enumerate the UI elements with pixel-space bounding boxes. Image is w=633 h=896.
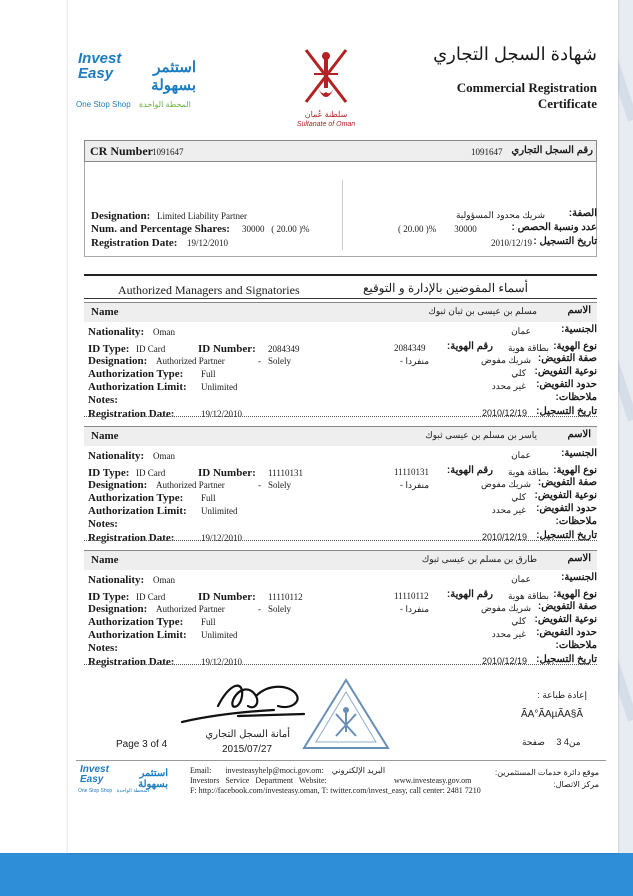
notes-label: Notes: [88, 394, 118, 406]
auth-type-ar-value: كلي [511, 492, 526, 502]
id-number-label-ar: رقم الهوية: [446, 465, 493, 476]
nationality-value: Oman [153, 575, 175, 585]
cr-number-value-ar: 1091647 [471, 147, 503, 157]
designation-ar-label: صفة التفويض: [537, 353, 597, 364]
invest-easy-logo [76, 50, 196, 112]
id-number-label: ID Number: [198, 591, 256, 603]
social-row[interactable]: F: http://facebook.com/investeasy.oman, T: twitter.com/invest_easy, call center: 2481 7210 [190, 786, 481, 795]
id-number-label: ID Number: [198, 467, 256, 479]
id-type-ar-label: نوع الهوية: [553, 589, 597, 600]
id-number-label-ar: رقم الهوية: [446, 341, 493, 352]
reg-date-ar-label: تاريخ التسجيل: [536, 406, 597, 417]
id-type-ar-value: بطاقة هوية [508, 343, 549, 353]
id-type-ar-label: نوع الهوية: [553, 341, 597, 352]
id-type-ar-value: بطاقة هوية [508, 591, 549, 601]
solely-value-ar: - منفردا [400, 356, 430, 366]
cr-number-label: CR Number [90, 144, 153, 158]
logo-tagline [76, 100, 191, 109]
triangle-seal-icon [300, 676, 392, 754]
site-label-ar: موقع دائرة خدمات المستثمرين: [494, 768, 599, 777]
footer-date: 2015/07/27 [222, 744, 273, 755]
company-reg-value-ar: 2010/12/19 [491, 238, 533, 248]
title-english-line1: Commercial Registration [456, 80, 597, 95]
notes-ar-label: ملاحظات: [555, 640, 597, 651]
designation-dash: - [258, 604, 261, 614]
notes-rule [84, 664, 597, 665]
designation-ar-label: صفة التفويض: [537, 601, 597, 612]
name-label-ar: الاسم [567, 305, 591, 316]
reg-date-value: 19/12/2010 [201, 409, 243, 419]
notes-rule [84, 416, 597, 417]
section-top-rule [84, 274, 597, 276]
solely-value: Solely [268, 356, 292, 366]
auth-type-label: Authorization Type: [88, 616, 184, 628]
notes-ar-label: ملاحظات: [555, 392, 597, 403]
oman-emblem [296, 44, 356, 134]
company-reg-label: Registration Date: [91, 237, 178, 249]
name-label-ar: الاسم [567, 429, 591, 440]
company-designation-label-ar: الصفة: [568, 208, 597, 219]
reg-date-label: Registration Date: [88, 532, 175, 544]
khanjar-emblem-icon [296, 44, 356, 110]
company-designation-value: Limited Liability Partner [157, 211, 247, 221]
nationality-label: Nationality: [88, 574, 145, 586]
notes-label: Notes: [88, 518, 118, 530]
signatory-block [0, 426, 633, 550]
reg-date-label: Registration Date: [88, 408, 175, 420]
logo-easy-text: Easy [78, 65, 114, 82]
logo-arabic-text: استثمر بسهولة [151, 59, 196, 94]
contact-email-row [190, 766, 385, 775]
nationality-label: Nationality: [88, 326, 145, 338]
id-type-label: ID Type: [88, 591, 130, 603]
section-bottom-rule [84, 298, 597, 299]
footer-page-ar [512, 737, 581, 748]
auth-limit-ar-label: حدود التفويض: [536, 379, 597, 390]
id-number-value: 11110112 [268, 592, 303, 602]
name-label-ar: الاسم [567, 553, 591, 564]
auth-limit-ar-value: غير محدد [491, 629, 526, 639]
cr-number-value: 1091647 [152, 147, 184, 157]
signature-icon [178, 676, 308, 728]
footer-logo [78, 764, 168, 798]
title-english-line2: Certificate [537, 96, 597, 111]
designation-label: Designation: [88, 355, 148, 367]
name-value-ar: طارق بن مسلم بن عيسى ثبوك [421, 554, 537, 564]
auth-type-ar-value: كلي [511, 616, 526, 626]
footer-logo-arabic: استثمر بسهولة [138, 768, 168, 790]
designation-ar-label: صفة التفويض: [537, 477, 597, 488]
notes-ar-label: ملاحظات: [555, 516, 597, 527]
handwritten-signature [178, 676, 308, 728]
footer-logo-tagline-ar: المحطة الواحدة [116, 788, 150, 794]
footer-page-ar-num: 3 [556, 737, 562, 747]
email-label-ar: البريد الإلكتروني [331, 766, 386, 775]
solely-value-ar: - منفردا [400, 604, 430, 614]
signatory-block [0, 550, 633, 674]
nationality-ar-label: الجنسية: [561, 448, 597, 459]
id-number-value-ar: 11110131 [394, 467, 429, 477]
designation-value: Authorized Partner [156, 356, 225, 366]
reg-date-value: 19/12/2010 [201, 657, 243, 667]
company-shares-value-ar: ( 20.00 )% 30000 [398, 224, 477, 234]
auth-type-label: Authorization Type: [88, 492, 184, 504]
designation-label: Designation: [88, 603, 148, 615]
company-designation-label: Designation: [91, 210, 151, 222]
footer-reprint-ar: إعادة طباعة : [537, 690, 587, 700]
notes-label: Notes: [88, 642, 118, 654]
auth-type-ar-label: نوعية التفويض: [534, 614, 597, 625]
footer-logo-invest: Invest [80, 764, 109, 775]
logo-tagline-en: One Stop Shop [76, 100, 131, 109]
nationality-ar-value: عمان [511, 450, 531, 460]
nationality-ar-label: الجنسية: [561, 324, 597, 335]
name-label: Name [91, 306, 119, 318]
reg-date-label: Registration Date: [88, 656, 175, 668]
auth-limit-label: Authorization Limit: [88, 505, 187, 517]
auth-type-ar-value: كلي [511, 368, 526, 378]
id-type-label: ID Type: [88, 467, 130, 479]
name-label: Name [91, 554, 119, 566]
company-reg-label-ar: تاريخ التسجيل : [533, 236, 597, 247]
reg-date-ar-value: 2010/12/19 [482, 408, 528, 418]
id-number-label-ar: رقم الهوية: [446, 589, 493, 600]
auth-limit-value: Unlimited [201, 506, 238, 516]
official-seal [300, 676, 392, 754]
nationality-value: Oman [153, 451, 175, 461]
nationality-ar-value: عمان [511, 574, 531, 584]
cr-number-label-ar: رقم السجل التجاري [511, 145, 593, 156]
solely-value-ar: - منفردا [400, 480, 430, 490]
footer-page-ar-of: من4 [563, 737, 581, 747]
designation-dash: - [258, 356, 261, 366]
nationality-ar-label: الجنسية: [561, 572, 597, 583]
footer-rule [76, 760, 606, 761]
auth-type-value: Full [201, 493, 216, 503]
auth-type-value: Full [201, 369, 216, 379]
auth-limit-label: Authorization Limit: [88, 629, 187, 641]
designation-label: Designation: [88, 479, 148, 491]
auth-limit-label: Authorization Limit: [88, 381, 187, 393]
auth-type-ar-label: نوعية التفويض: [534, 490, 597, 501]
name-label: Name [91, 430, 119, 442]
designation-ar-value: شريك مفوض [480, 603, 531, 613]
id-number-label: ID Number: [198, 343, 256, 355]
id-number-value-ar: 2084349 [394, 343, 426, 353]
id-number-value-ar: 11110112 [394, 591, 429, 601]
company-designation-value-ar: شريك محدود المسؤولية [455, 210, 545, 220]
footer-logo-tagline [78, 788, 149, 794]
nationality-value: Oman [153, 327, 175, 337]
reg-date-ar-label: تاريخ التسجيل: [536, 530, 597, 541]
auth-type-label: Authorization Type: [88, 368, 184, 380]
nationality-ar-value: عمان [511, 326, 531, 336]
bottom-blue-band [0, 853, 633, 896]
name-value-ar: ياسر بن مسلم بن عيسى ثبوك [425, 430, 537, 440]
auth-limit-ar-label: حدود التفويض: [536, 503, 597, 514]
emblem-caption: Sultanate of Oman [296, 121, 356, 128]
footer-logo-tagline-en: One Stop Shop [78, 788, 113, 794]
call-label-ar: مركز الاتصال: [553, 780, 599, 789]
id-type-ar-value: بطاقة هوية [508, 467, 549, 477]
reg-date-ar-value: 2010/12/19 [482, 656, 528, 666]
auth-type-value: Full [201, 617, 216, 627]
auth-limit-ar-value: غير محدد [491, 381, 526, 391]
company-reg-value: 19/12/2010 [187, 238, 229, 248]
nationality-label: Nationality: [88, 450, 145, 462]
logo-invest-text: Invest [78, 50, 122, 67]
id-number-value: 2084349 [268, 344, 300, 354]
reg-date-ar-value: 2010/12/19 [482, 532, 528, 542]
footer-registry-ar: أمانة السجل التجاري [205, 729, 290, 740]
auth-type-ar-label: نوعية التفويض: [534, 366, 597, 377]
section-title: Authorized Managers and Signatories [118, 283, 300, 297]
designation-value: Authorized Partner [156, 480, 225, 490]
id-type-label: ID Type: [88, 343, 130, 355]
id-type-value: ID Card [136, 344, 166, 354]
designation-value: Authorized Partner [156, 604, 225, 614]
solely-value: Solely [268, 604, 292, 614]
designation-ar-value: شريك مفوض [480, 479, 531, 489]
auth-limit-ar-label: حدود التفويض: [536, 627, 597, 638]
auth-limit-ar-value: غير محدد [491, 505, 526, 515]
company-shares-label: Num. and Percentage Shares: [91, 223, 230, 235]
notes-rule [84, 540, 597, 541]
footer-reprint-code: ÃA°ÃAµÃA§Ã [521, 709, 584, 720]
company-shares-label-ar: عدد ونسبة الحصص : [511, 222, 597, 233]
id-number-value: 11110131 [268, 468, 303, 478]
emblem-caption-ar: سلطنة عُمان [304, 110, 348, 119]
auth-limit-value: Unlimited [201, 382, 238, 392]
signatory-block [0, 302, 633, 426]
reg-date-value: 19/12/2010 [201, 533, 243, 543]
site-label: Investors Service Department Website: [190, 776, 327, 785]
id-type-value: ID Card [136, 592, 166, 602]
company-shares-value: 30000 ( 20.00 )% [242, 224, 310, 234]
company-box-divider [342, 180, 343, 250]
footer-page: Page 3 of 4 [116, 739, 168, 750]
auth-limit-value: Unlimited [201, 630, 238, 640]
solely-value: Solely [268, 480, 292, 490]
reg-date-ar-label: تاريخ التسجيل: [536, 654, 597, 665]
title-arabic: شهادة السجل التجاري [433, 44, 597, 64]
site-value[interactable]: www.investeasy.gov.om [394, 776, 472, 785]
id-type-value: ID Card [136, 468, 166, 478]
footer-logo-easy: Easy [80, 774, 104, 785]
designation-dash: - [258, 480, 261, 490]
email-value[interactable]: investeasyhelp@moci.gov.om: [225, 766, 324, 775]
logo-tagline-ar: المحطة الواحدة [138, 100, 191, 109]
designation-ar-value: شريك مفوض [480, 355, 531, 365]
name-value-ar: مسلم بن عيسى بن ثبان ثبوك [428, 306, 537, 316]
section-title-ar: أسماء المفوضين بالإدارة و التوقيع [362, 281, 528, 295]
footer-page-ar-label: صفحة [522, 737, 545, 747]
email-label: Email: [190, 766, 212, 775]
contact-site-row [190, 776, 327, 785]
id-type-ar-label: نوع الهوية: [553, 465, 597, 476]
